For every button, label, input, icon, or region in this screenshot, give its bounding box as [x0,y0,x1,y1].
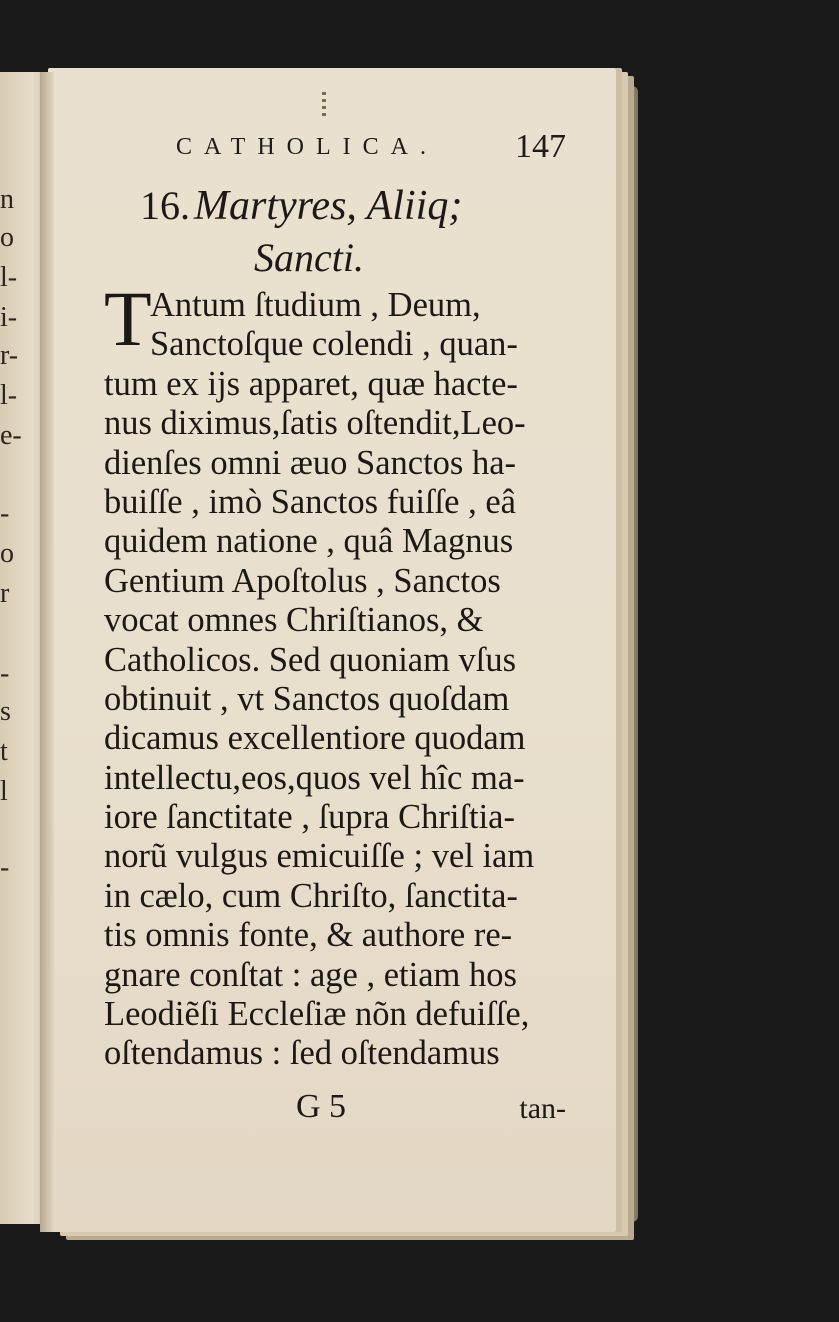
text-line: in cælo, cum Chriſto, ſanctita- [104,876,518,915]
text-line: Leodiẽſi Eccleſiæ nõn defuiſſe, [104,995,530,1034]
text-line: buiſſe , imò Sanctos fuiſſe , eâ [104,482,516,521]
text-line: Sanctoſque colendi , quan- [150,325,518,364]
text-line: vocat omnes Chriſtianos, & [104,601,484,640]
left-page-fragment: s [0,696,11,727]
page-number: 147 [515,128,566,165]
left-page-fragment: i- [0,302,18,333]
text-line: norũ vulgus emicuiſſe ; vel iam [104,837,535,876]
book-gutter [40,72,54,1232]
left-page-fragment: t [0,736,8,767]
text-line: iore ſanctitate , ſupra Chriſtia- [104,798,515,837]
text-line: Gentium Apoſtolus , Sanctos [104,561,501,600]
text-line: obtinuit , vt Sanctos quoſdam [104,679,510,718]
catchword: tan- [519,1092,566,1125]
chapter-title-part1: Martyres, Aliiq; [194,183,463,229]
text-line: oſtendamus : ſed oſtendamus [104,1034,500,1073]
text-line: dienſes omni æuo Sanctos ha- [104,443,517,482]
drop-cap: T [104,275,152,362]
page-footer [296,1088,566,1132]
left-page-fragment: n [0,184,14,215]
signature-mark: G 5 [296,1088,347,1125]
chapter-number: 16. [140,183,190,228]
text-line: Catholicos. Sed quoniam vſus [104,640,517,679]
running-head [176,128,566,168]
text-line: Antum ſtudium , Deum, [150,286,481,324]
left-page-fragment: r [0,578,10,609]
chapter-heading [140,182,580,280]
left-page-fragment: r- [0,340,19,371]
left-page-fragment: e- [0,420,22,451]
text-line: quidem natione , quâ Magnus [104,522,514,561]
left-page-fragment: - [0,658,10,689]
chapter-title-part2: Sancti. [254,235,364,280]
body-text [104,275,564,1074]
left-page-fragment: - [0,852,10,883]
left-page-fragment: l- [0,380,18,411]
left-page-fragment: - [0,498,10,529]
left-page-fragment: l- [0,262,18,293]
text-line: tum ex ijs apparet, quæ hacte- [104,364,518,403]
left-page-fragment: l [0,776,8,807]
running-head-title: CATHOLICA. [176,134,438,160]
text-line: dicamus excellentiore quodam [104,719,526,758]
left-page-fragment: o [0,222,14,253]
left-page-fragment: o [0,538,14,569]
ink-mark [322,92,326,118]
text-line: gnare conſtat : age , etiam hos [104,955,517,994]
text-line: nus diximus,ſatis oſtendit,Leo- [104,404,526,443]
text-line: intellectu,eos,quos vel hîc ma- [104,758,525,797]
text-line: tis omnis fonte, & authore re- [104,916,513,955]
